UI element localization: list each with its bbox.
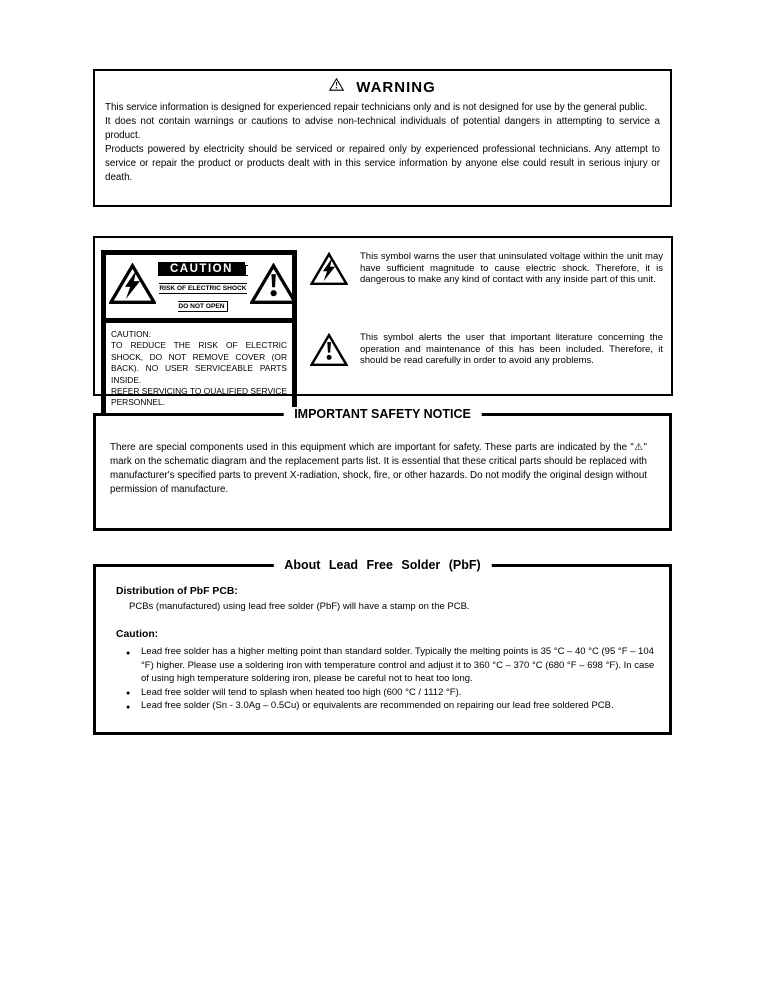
caution-label-top (106, 255, 292, 323)
symbol-explanations (297, 250, 663, 384)
warning-paragraph: Products powered by electricity should be serviced or repaired only by experienced professional technicians. Any attempt to service or repair the product or products dealt with in this service information by anyone else could result in serious injury or death. (105, 143, 660, 183)
warning-paragraph: This service information is designed for experienced repair technicians only and is not designed for use by the general public. (105, 102, 648, 113)
distribution-text: PCBs (manufactured) using lead free solder (PbF) will have a stamp on the PCB. (129, 601, 470, 612)
flash-triangle-icon (310, 252, 348, 291)
caution-label-center (156, 259, 250, 313)
safety-notice-title: IMPORTANT SAFETY NOTICE (283, 407, 482, 421)
caution-body-line: TO REDUCE THE RISK OF ELECTRIC SHOCK, DO NOT REMOVE COVER (OR BACK). NO USER SERVICEABLE PARTS INSIDE. (111, 340, 287, 385)
distribution-heading: Distribution of PbF PCB: (116, 586, 238, 597)
symbol-row-literature (310, 332, 663, 372)
symbol-text-voltage: This symbol warns the user that uninsulated voltage within the unit may have sufficient magnitude to cause electric shock. Therefore, it is dangerous to make any kind of contact with any inside part of this unit. (360, 251, 663, 286)
exclamation-triangle-icon (310, 333, 348, 372)
caution-label-graphic (101, 250, 297, 421)
solder-caution-heading: Caution: (116, 629, 159, 640)
solder-caution-item: ● Lead free solder (Sn - 3.0Ag – 0.5Cu) or equivalents are recommended on repairing our lead free soldered PCB. (126, 699, 655, 713)
risk-line1: RISK OF ELECTRIC SHOCK (159, 285, 247, 292)
lead-free-solder-box (93, 558, 672, 735)
caution-body-line: REFER SERVICING TO QUALIFIED SERVICE PERSONNEL. (111, 386, 287, 408)
risk-line2: DO NOT OPEN (178, 303, 225, 310)
warning-triangle-icon (329, 78, 344, 96)
warning-paragraph: It does not contain warnings or cautions to advise non-technical individuals of potential dangers in attempting to service a product. (105, 115, 660, 141)
lead-free-solder-title: About Lead Free Solder (PbF) (273, 558, 491, 572)
symbol-row-voltage (310, 251, 663, 291)
important-safety-notice-box (93, 407, 672, 531)
flash-triangle-icon (109, 263, 156, 310)
exclamation-triangle-icon (250, 263, 297, 310)
warning-title: WARNING (356, 78, 436, 96)
caution-banner: CAUTION (158, 262, 245, 276)
solder-caution-item: ● Lead free solder has a higher melting point than standard solder. Typically the melting points is 35 °C – 40 °C (95 °F – 104 °F) higher. Please use a soldering iron with temperature control and adjust it to 360 °C – 370 °C (680 °F – 698 °F). In case of using high temperature soldering iron, please be careful not to heat too long. (126, 645, 655, 686)
caution-symbols-box (93, 236, 673, 408)
warning-title-row (105, 78, 660, 96)
caution-label-body (106, 323, 292, 416)
warning-box (93, 69, 672, 207)
symbol-text-literature: This symbol alerts the user that important literature concerning the operation and maintenance of this has been included. Therefore, it should be read carefully in order to avoid any problems. (360, 332, 663, 367)
solder-caution-item: ● Lead free solder will tend to splash when heated too high (600 °C / 1112 °F). (126, 686, 655, 700)
solder-caution-list (126, 645, 655, 713)
caution-body-line: CAUTION: (111, 329, 152, 339)
safety-notice-body: There are special components used in this equipment which are important for safety. These parts are indicated by the "⚠" mark on the schematic diagram and the replacement parts list. It is essential that these critical parts should be replaced with manufacturer's specified parts to prevent X-radiation, shock, fire, or other hazards. Do not modify the original design without permission of manufacture. (110, 442, 647, 495)
